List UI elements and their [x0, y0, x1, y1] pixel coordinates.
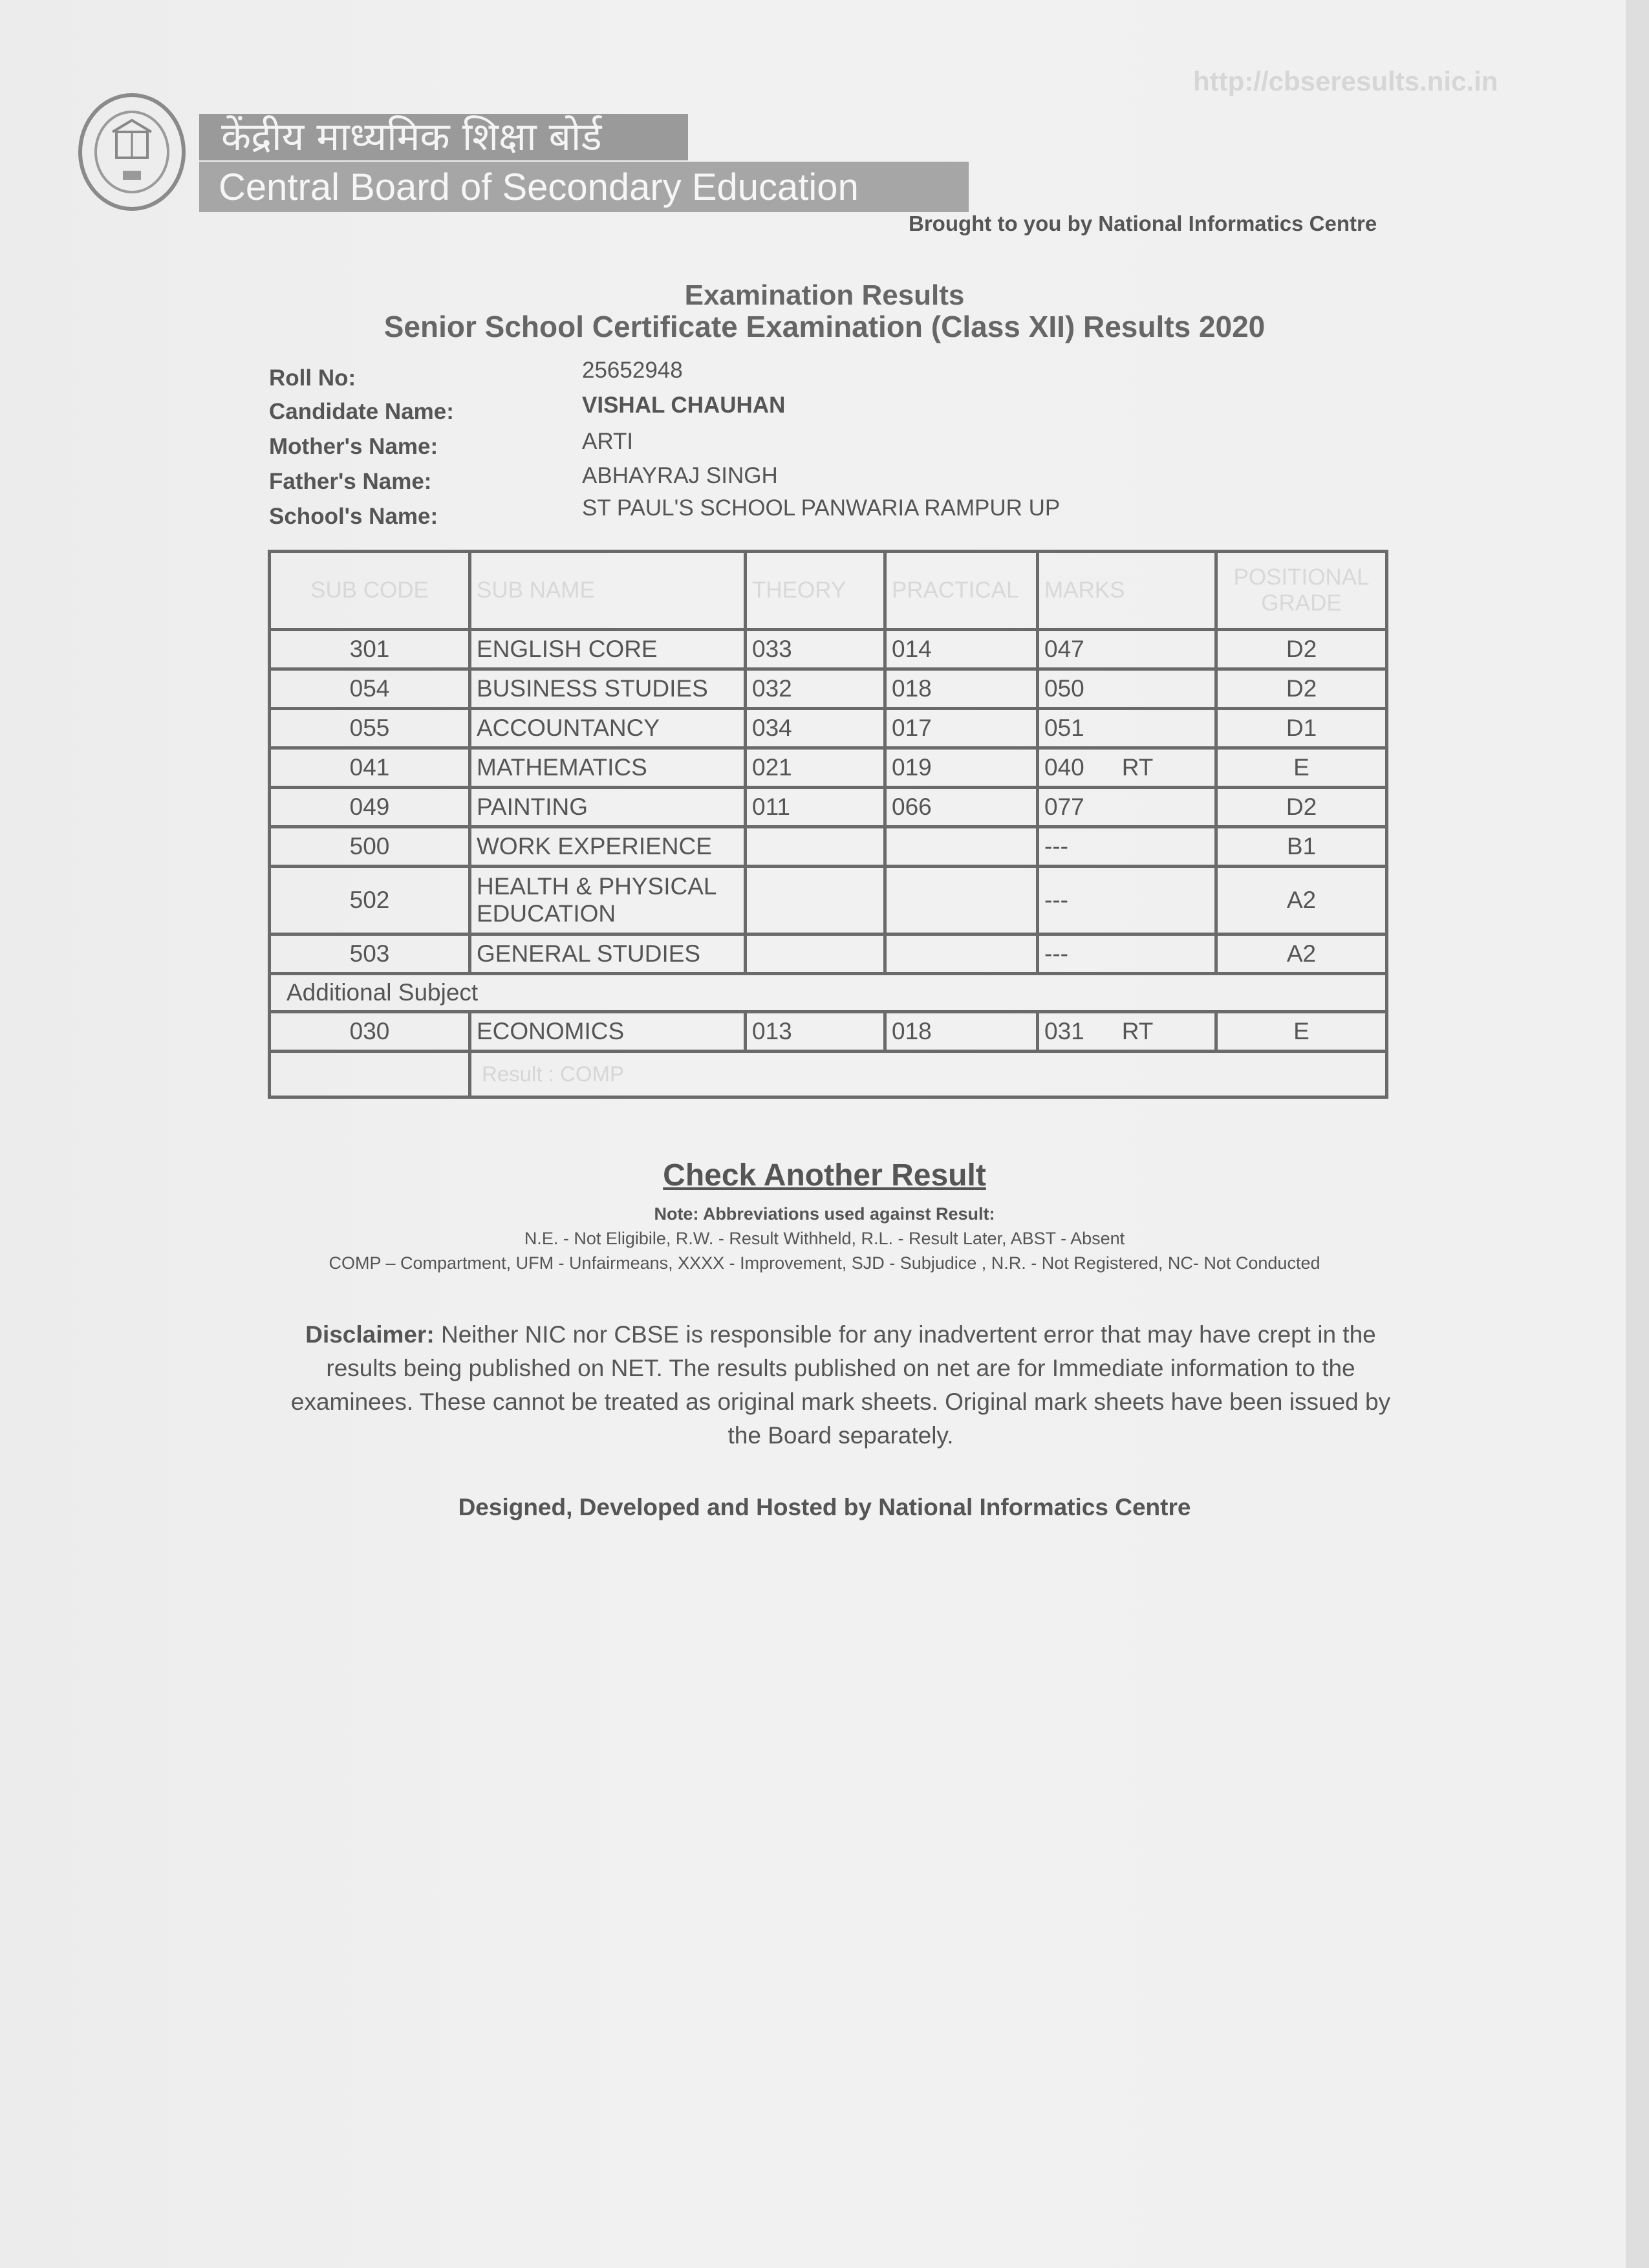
note-heading: Note: Abbreviations used against Result:	[654, 1204, 995, 1224]
grade-cell: E	[1216, 748, 1387, 788]
marks-flag: RT	[1121, 1018, 1154, 1044]
theory-cell	[746, 934, 885, 974]
theory-cell: 033	[746, 630, 885, 669]
practical-cell: 018	[885, 669, 1038, 709]
cbse-emblem-icon	[78, 92, 186, 212]
marks-cell	[1038, 1012, 1216, 1052]
sub-code-cell: 502	[270, 867, 470, 934]
marks-cell	[1038, 748, 1216, 788]
sub-name-cell: MATHEMATICS	[470, 748, 746, 788]
english-board-name: Central Board of Secondary Education	[199, 162, 969, 212]
header-sub-code: SUB CODE	[270, 552, 470, 630]
table-row	[270, 630, 1387, 669]
table-row	[270, 1012, 1387, 1052]
results-url: http://cbseresults.nic.in	[1193, 66, 1498, 96]
marks-value: ---	[1044, 887, 1068, 913]
result-empty-cell	[270, 1052, 470, 1097]
header-practical: PRACTICAL	[885, 552, 1038, 630]
theory-cell: 013	[746, 1012, 885, 1052]
page-subtitle: Senior School Certificate Examination (Class XII) Results 2020	[383, 310, 1266, 343]
practical-cell: 066	[885, 788, 1038, 827]
header-positional-grade: POSITIONAL GRADE	[1216, 552, 1387, 630]
marks-value: ---	[1044, 833, 1068, 859]
result-status: Result : COMP	[470, 1052, 1387, 1097]
sub-name-cell: WORK EXPERIENCE	[470, 827, 746, 867]
marks-value: 040	[1044, 754, 1084, 781]
theory-cell: 021	[746, 748, 885, 788]
sub-name-cell: ACCOUNTANCY	[470, 709, 746, 748]
practical-cell	[885, 867, 1038, 934]
sub-code-cell: 055	[270, 709, 470, 748]
header-sub-name: SUB NAME	[470, 552, 746, 630]
sub-code-cell: 500	[270, 827, 470, 867]
candidate-name-label: Candidate Name:	[269, 399, 454, 424]
practical-cell: 019	[885, 748, 1038, 788]
mother-name-value: ARTI	[582, 429, 634, 454]
table-row	[270, 669, 1387, 709]
grade-cell: A2	[1216, 867, 1387, 934]
school-name-label: School's Name:	[269, 504, 438, 529]
marks-value: 051	[1044, 715, 1084, 741]
marks-cell	[1038, 709, 1216, 748]
marks-cell	[1038, 630, 1216, 669]
header-theory: THEORY	[746, 552, 885, 630]
designed-by-text: Designed, Developed and Hosted by National Informatics Centre	[458, 1494, 1191, 1520]
disclaimer	[285, 1318, 1397, 1453]
marks-value: 047	[1044, 636, 1084, 662]
father-name-value: ABHAYRAJ SINGH	[582, 463, 778, 488]
practical-cell: 018	[885, 1012, 1038, 1052]
table-header-row	[270, 552, 1387, 630]
sub-code-cell: 030	[270, 1012, 470, 1052]
roll-no-value: 25652948	[582, 358, 683, 383]
theory-cell: 032	[746, 669, 885, 709]
additional-subject-label: Additional Subject	[270, 974, 1387, 1012]
disclaimer-text: Neither NIC nor CBSE is responsible for any inadvertent error that may have crept in the results being published on NET. The results published on net are for Immediate information to the examinees. These cannot be treated as original mark sheets. Original mark sheets have been issued by the Board separately.	[290, 1321, 1391, 1449]
marks-value: 050	[1044, 675, 1084, 702]
roll-no-label: Roll No:	[269, 365, 356, 391]
brought-by-text: Brought to you by National Informatics Centre	[909, 211, 1377, 235]
sub-name-cell: PAINTING	[470, 788, 746, 827]
father-name-label: Father's Name:	[269, 469, 432, 494]
marks-cell	[1038, 867, 1216, 934]
practical-cell: 017	[885, 709, 1038, 748]
table-row	[270, 827, 1387, 867]
page-title: Examination Results	[684, 279, 965, 311]
sub-code-cell: 054	[270, 669, 470, 709]
marks-value: 031	[1044, 1018, 1084, 1044]
sub-name-cell: GENERAL STUDIES	[470, 934, 746, 974]
theory-cell	[746, 867, 885, 934]
practical-cell	[885, 934, 1038, 974]
table-row	[270, 934, 1387, 974]
sub-name-cell: ENGLISH CORE	[470, 630, 746, 669]
grade-cell: D1	[1216, 709, 1387, 748]
table-row	[270, 709, 1387, 748]
table-row	[270, 867, 1387, 934]
hindi-board-name: केंद्रीय माध्यमिक शिक्षा बोर्ड	[199, 114, 688, 160]
table-row	[270, 788, 1387, 827]
check-another-result-link[interactable]: Check Another Result	[663, 1158, 986, 1193]
marks-value: 077	[1044, 794, 1084, 820]
practical-cell	[885, 827, 1038, 867]
disclaimer-label: Disclaimer:	[305, 1321, 435, 1348]
additional-subject-row	[270, 974, 1387, 1012]
marks-value: ---	[1044, 940, 1068, 967]
theory-cell	[746, 827, 885, 867]
sub-code-cell: 503	[270, 934, 470, 974]
marks-cell	[1038, 669, 1216, 709]
grade-cell: A2	[1216, 934, 1387, 974]
header-marks: MARKS	[1038, 552, 1216, 630]
grade-cell: E	[1216, 1012, 1387, 1052]
grade-cell: B1	[1216, 827, 1387, 867]
table-row	[270, 748, 1387, 788]
note-line-1: N.E. - Not Eligibile, R.W. - Result Withheld, R.L. - Result Later, ABST - Absent	[524, 1229, 1125, 1248]
result-row	[270, 1052, 1387, 1097]
sub-name-cell: BUSINESS STUDIES	[470, 669, 746, 709]
results-table	[268, 550, 1388, 1099]
marks-cell	[1038, 788, 1216, 827]
sub-name-cell: ECONOMICS	[470, 1012, 746, 1052]
theory-cell: 011	[746, 788, 885, 827]
sub-name-cell: HEALTH & PHYSICAL EDUCATION	[470, 867, 746, 934]
marks-cell	[1038, 934, 1216, 974]
mother-name-label: Mother's Name:	[269, 434, 438, 459]
theory-cell: 034	[746, 709, 885, 748]
candidate-name-value: VISHAL CHAUHAN	[582, 393, 786, 418]
grade-cell: D2	[1216, 630, 1387, 669]
sub-code-cell: 301	[270, 630, 470, 669]
marks-cell	[1038, 827, 1216, 867]
grade-cell: D2	[1216, 788, 1387, 827]
practical-cell: 014	[885, 630, 1038, 669]
sub-code-cell: 041	[270, 748, 470, 788]
note-line-2: COMP – Compartment, UFM - Unfairmeans, XXXX - Improvement, SJD - Subjudice , N.R. - Not Registered, NC- Not Conducted	[329, 1253, 1320, 1273]
sub-code-cell: 049	[270, 788, 470, 827]
grade-cell: D2	[1216, 669, 1387, 709]
school-name-value: ST PAUL'S SCHOOL PANWARIA RAMPUR UP	[582, 495, 1061, 521]
marks-flag: RT	[1121, 754, 1154, 781]
